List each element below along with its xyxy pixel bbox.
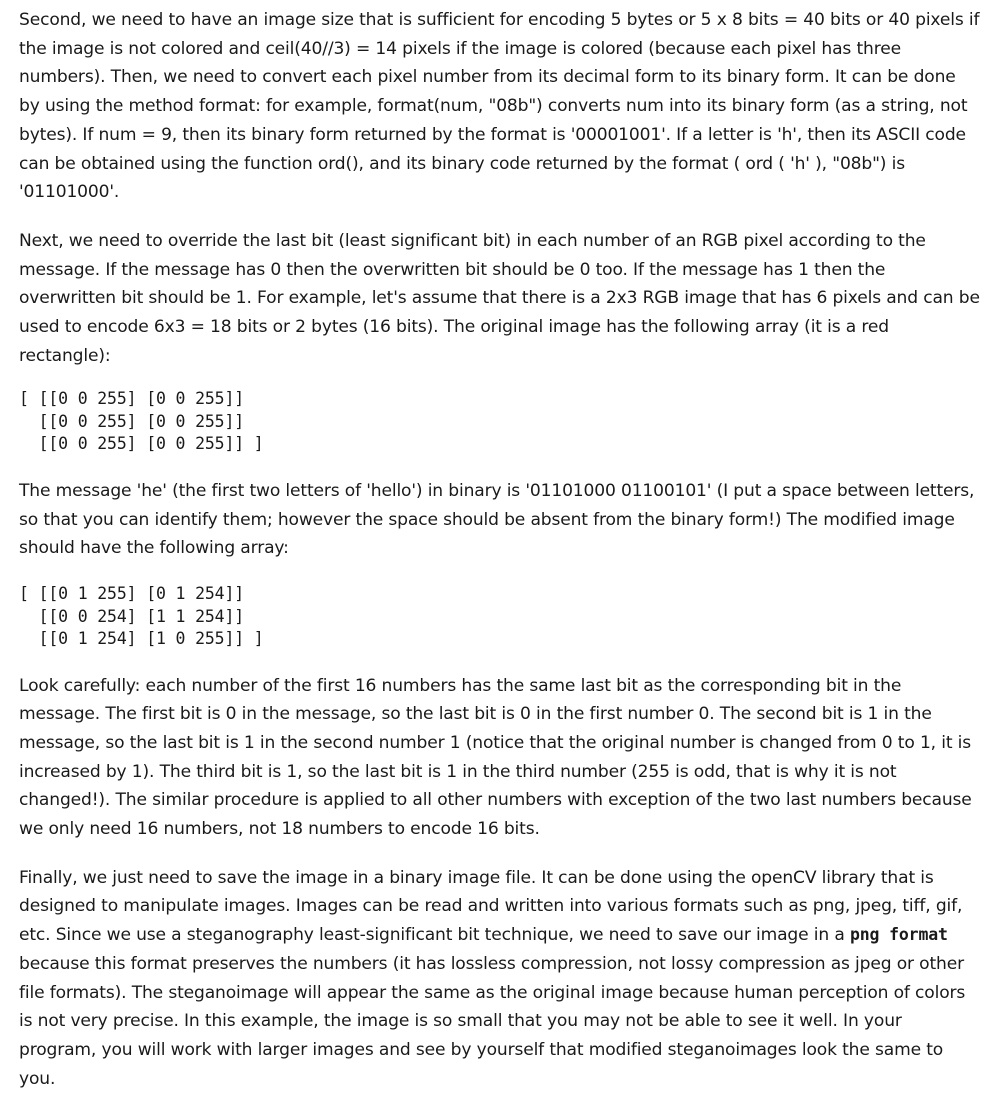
code-modified-array: [ [[0 1 255] [0 1 254]] [[0 0 254] [1 1 254]] [[0 1 254] [1 0 255]] ]	[19, 584, 264, 649]
code-original-array: [ [[0 0 255] [0 0 255]] [[0 0 255] [0 0 255]] [[0 0 255] [0 0 255]] ]	[19, 389, 264, 454]
paragraph-encoding-size: Second, we need to have an image size that is sufficient for encoding 5 bytes or 5 x 8 bits = 40 bits or 40 pixels if the image is not colored and ceil(40//3) = 14 pixels if the image is colored (because each pixel has three numbers). Then, we need to convert each pixel number from its decimal form to its binary form. It can be done by using the method format: for example, format(num, "08b") converts num into its binary form (as a string, not bytes). If num = 9, then its binary form returned by the format is '00001001'. If a letter is 'h', then its ASCII code can be obtained using the function ord(), and its binary code returned by the format ( ord ( 'h' ), "08b") is '01101000'.	[19, 10, 980, 203]
paragraph-save-image-text-2: because this format preserves the numbers (it has lossless compression, not lossy compression as jpeg or other file formats). The steganoimage will appear the same as the original image because human perception of colors is not very precise. In this example, the image is so small that you may not be able to see it well. In your program, you will work with larger images and see by yourself that modified steganoimages look the same to you.	[19, 953, 966, 1089]
inline-code-png-format: png format	[849, 925, 948, 945]
paragraph-override-bits: Next, we need to override the last bit (least significant bit) in each number of an RGB pixel according to the message. If the message has 0 then the overwritten bit should be 0 too. If the message has 1 then the overwritten bit should be 1. For example, let's assume that there is a 2x3 RGB image that has 6 pixels and can be used to encode 6x3 = 18 bits or 2 bytes (16 bits). The original image has the following array (it is a red rectangle):	[19, 230, 980, 366]
paragraph-save-image-text-1: Finally, we just need to save the image in a binary image file. It can be done using the openCV library that is designed to manipulate images. Images can be read and written into various formats such as png, jpeg, tiff, gif, etc. Since we use a steganography least-significant bit technique, we need to save our image in a	[19, 867, 963, 946]
paragraph-look-carefully: Look carefully: each number of the first 16 numbers has the same last bit as the corresponding bit in the message. The first bit is 0 in the message, so the last bit is 0 in the first number 0. The second bit is 1 in the message, so the last bit is 1 in the second number 1 (notice that the original number is changed from 0 to 1, it is increased by 1). The third bit is 1, so the last bit is 1 in the third number (255 is odd, that is why it is not changed!). The similar procedure is applied to all other numbers with exception of the two last numbers because we only need 16 numbers, not 18 numbers to encode 16 bits.	[19, 675, 972, 840]
paragraph-message-he: The message 'he' (the first two letters of 'hello') in binary is '01101000 01100101' (I put a space between letters, so that you can identify them; however the space should be absent from the binary form!) The modified image should have the following array:	[19, 480, 975, 559]
paragraph-save-image	[19, 864, 981, 1094]
document-page	[19, 6, 981, 1113]
